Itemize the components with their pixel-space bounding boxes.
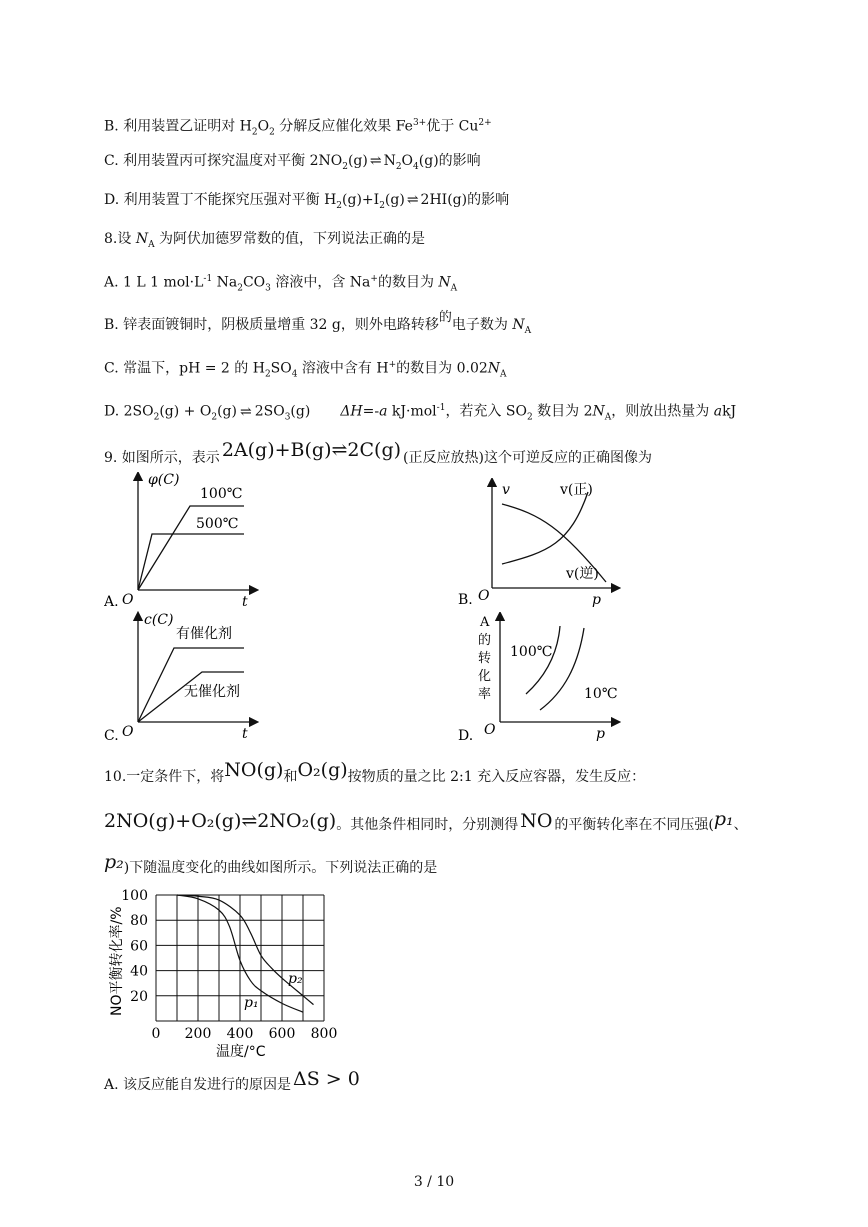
q8-option-a: A. 1 L 1 $mol\cdot L^{-1}$ $Na_2CO_3$ 溶液中，含 Na+的数目为 $N_A$ bbox=[104, 274, 458, 294]
q9-stem: 9. 如图所示，表示 2A(g)+B(g)⇌2C(g) (正反应放热)这个可逆反应的正确图像为 bbox=[104, 439, 652, 466]
fig-d-ylabel-3: 转 bbox=[478, 651, 492, 666]
fig-a-xlabel: t bbox=[242, 594, 248, 610]
series-label-p2: p₂ bbox=[288, 971, 303, 987]
fig-c-label-cat: 有催化剂 bbox=[176, 626, 232, 642]
x-tick-label: 200 bbox=[184, 1026, 212, 1042]
chart-grid bbox=[156, 895, 324, 1021]
fig-a-ylabel: φ(C) bbox=[148, 472, 180, 488]
chart-ylabel: NO平衡转化率/% bbox=[109, 906, 125, 1016]
q10-option-a: A. 该反应能自发进行的原因是 ΔS > 0 bbox=[104, 1068, 360, 1093]
series-line-p2 bbox=[177, 895, 314, 1005]
y-tick-label: 100 bbox=[121, 888, 148, 904]
fig-b-caption: B. bbox=[458, 592, 473, 608]
chart-xlabel: 温度/°C bbox=[216, 1044, 266, 1060]
y-tick-label: 40 bbox=[130, 963, 148, 980]
figure-d bbox=[456, 612, 626, 746]
q8-stem: 8.设 $N_A$ 为阿伏加德罗常数的值，下列说法正确的是 bbox=[104, 231, 426, 250]
y-tick-label: 80 bbox=[130, 913, 148, 930]
q8-option-c: C. 常温下，pH = 2 的 $H_2SO_4$ 溶液中含有 H+的数目为 $0.02N_A$ bbox=[104, 360, 507, 380]
q10-stem-1: 10.一定条件下，将NO(g)和O₂(g)按物质的量之比 2:1 充入反应容器，发生反应： bbox=[104, 759, 646, 785]
fig-b-label-fwd: v(正) bbox=[560, 482, 593, 498]
fig-d-label-100: 100℃ bbox=[510, 644, 553, 660]
series-label-p1: p₁ bbox=[244, 995, 259, 1011]
page-number: 3 / 10 bbox=[413, 1174, 455, 1190]
fig-d-caption: D. bbox=[458, 728, 474, 744]
fig-c-xlabel: t bbox=[242, 726, 248, 742]
q8-option-b: B. 锌表面镀铜时，阴极质量增重 32 g，则外电路转移的电子数为 $N_A$ bbox=[104, 310, 532, 336]
y-tick-label: 60 bbox=[130, 938, 148, 955]
fig-d-ylabel-2: 的 bbox=[478, 633, 492, 648]
q7-option-c: C. 利用装置丙可探究温度对平衡 $2NO_2(g)$ ⇌ $N_2O_4(g)$的影响 bbox=[104, 153, 481, 172]
fig-b-origin: O bbox=[478, 588, 490, 604]
q10-stem-2: 2NO(g)+O₂(g)⇌2NO₂(g)。其他条件相同时，分别测得 NO 的平衡转化率在不同压强(p₁、 bbox=[104, 808, 748, 833]
figure-b bbox=[456, 478, 626, 612]
q10-stem-3: p₂)下随温度变化的曲线如图所示。下列说法正确的是 bbox=[104, 851, 438, 876]
fig-c-caption: C. bbox=[104, 728, 119, 744]
figure-a bbox=[104, 472, 264, 612]
fig-d-ylabel-1: A bbox=[480, 615, 490, 630]
x-tick-label: 0 bbox=[151, 1026, 161, 1042]
fig-d-xlabel: p bbox=[596, 726, 605, 742]
no-conversion-chart bbox=[100, 884, 350, 1064]
fig-d-ylabel-4: 化 bbox=[478, 669, 492, 684]
fig-b-label-rev: v(逆) bbox=[566, 566, 599, 582]
x-tick-label: 600 bbox=[268, 1026, 296, 1042]
fig-b-xlabel: p bbox=[592, 592, 601, 608]
fig-c-ylabel: c(C) bbox=[144, 612, 174, 628]
fig-d-origin: O bbox=[484, 722, 496, 738]
fig-a-caption: A. bbox=[104, 594, 119, 610]
fig-a-origin: O bbox=[122, 592, 134, 608]
fig-c-label-nocat: 无催化剂 bbox=[184, 684, 240, 700]
x-tick-label: 400 bbox=[226, 1026, 254, 1042]
fig-b-ylabel: v bbox=[502, 482, 510, 498]
x-tick-label: 800 bbox=[310, 1026, 338, 1042]
fig-d-label-10: 10℃ bbox=[584, 686, 618, 702]
q7-option-b: B. 利用装置乙证明对 $H_2O_2$ 分解反应催化效果 $Fe^{3+}$优于 $Cu^{2+}$ bbox=[104, 118, 492, 138]
fig-d-ylabel-5: 率 bbox=[478, 687, 492, 702]
fig-c-origin: O bbox=[122, 724, 134, 740]
y-tick-label: 20 bbox=[130, 988, 148, 1005]
figure-c bbox=[104, 610, 264, 744]
q8-option-d: D. $2SO_2(g) + O_2(g)$ ⇌ $2SO_3(g)$ ΔH=-a kJ·mol$^{-1}$，若充入 $SO_2$ 数目为 $2N_A$，则放出热量为 akJ bbox=[104, 403, 737, 423]
fig-a-label-500: 500℃ bbox=[196, 516, 239, 532]
fig-a-label-100: 100℃ bbox=[200, 486, 243, 502]
q7-option-d: D. 利用装置丁不能探究压强对平衡 $H_2(g)+I_2(g)$ ⇌ 2HI(g)的影响 bbox=[104, 192, 510, 211]
